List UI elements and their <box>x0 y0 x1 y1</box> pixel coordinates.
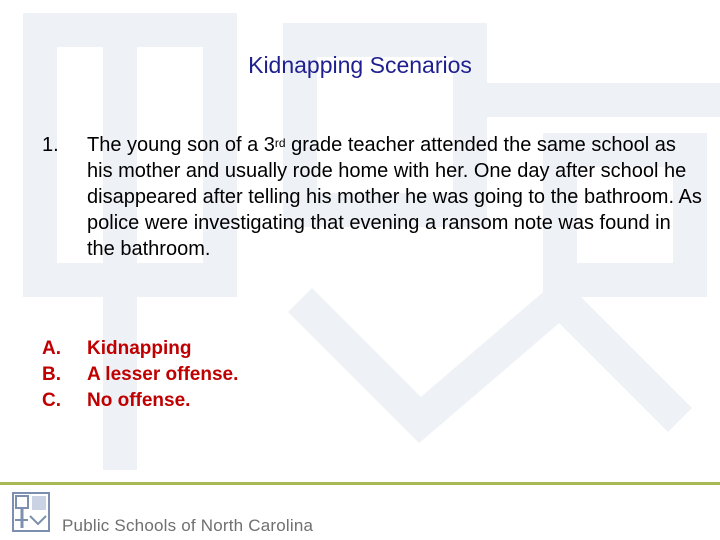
question-text <box>87 132 702 262</box>
footer-divider <box>0 482 720 485</box>
choice-letter: A. <box>42 338 61 359</box>
choice-text: A lesser offense. <box>87 364 239 385</box>
question-text-start: The young son of a 3 <box>87 134 275 156</box>
choice-letter: C. <box>42 390 61 411</box>
ordinal-superscript: rd <box>274 136 286 150</box>
state-seal-logo-icon <box>12 492 50 532</box>
slide-title: Kidnapping Scenarios <box>248 52 472 78</box>
question-number: 1. <box>42 134 59 156</box>
choice-letter: B. <box>42 364 61 385</box>
question-text-end: grade teacher attended the same school as his mother and usually rode home with her. One day after school he disappeared after telling his mother he was going to the bathroom. As police were investigating that evening a ransom note was found in the bathroom. <box>87 134 702 260</box>
choice-text: Kidnapping <box>87 338 192 359</box>
question-block <box>42 132 702 262</box>
footer-org-name: Public Schools of North Carolina <box>62 516 314 535</box>
choice-text: No offense. <box>87 390 191 411</box>
